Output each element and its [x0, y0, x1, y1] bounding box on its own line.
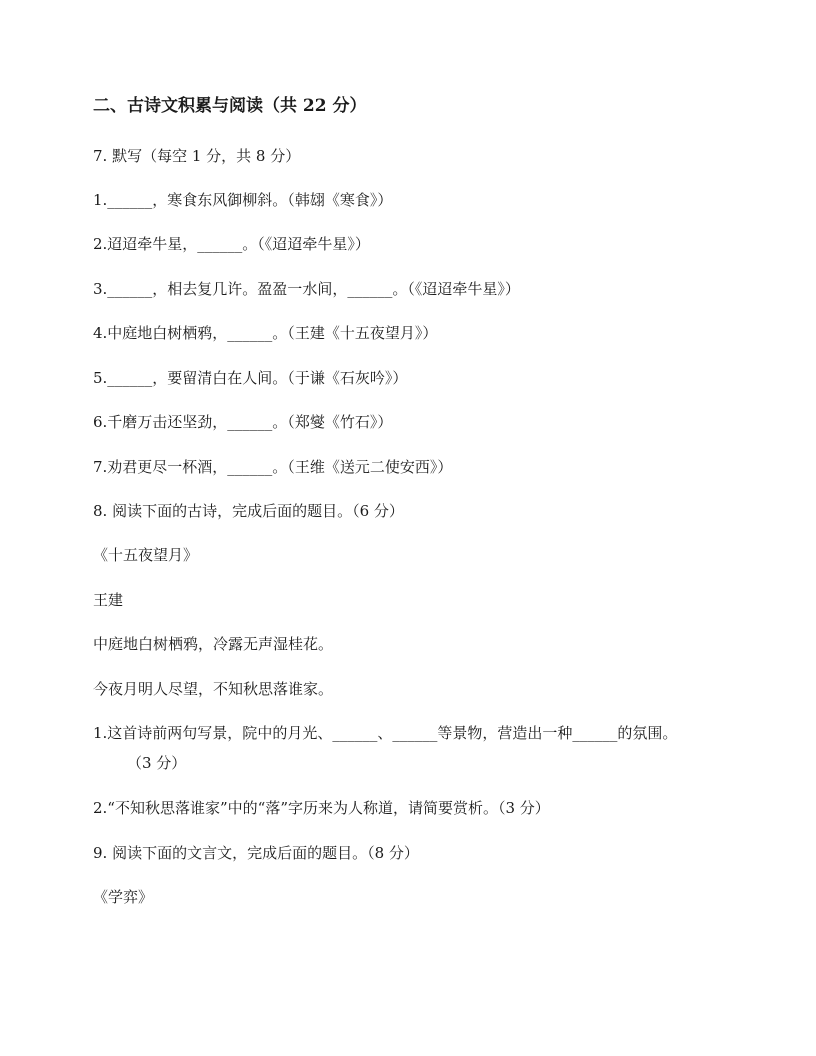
question-9-title: 9. 阅读下面的文言文，完成后面的题目。（8 分） — [93, 844, 419, 862]
dictation-item-4: 4.中庭地白树栖鸦，______。（王建《十五夜望月》） — [93, 324, 438, 342]
dictation-item-6: 6.千磨万击还坚劲，______。（郑燮《竹石》） — [93, 413, 393, 431]
question-7-title: 7. 默写（每空 1 分，共 8 分） — [93, 147, 301, 165]
question-8-sub-1-score: （3 分） — [127, 754, 187, 772]
dictation-item-5: 5.______，要留清白在人间。（于谦《石灰吟》） — [93, 369, 408, 387]
question-8-title: 8. 阅读下面的古诗，完成后面的题目。（6 分） — [93, 502, 404, 520]
dictation-item-7: 7.劝君更尽一杯酒，______。（王维《送元二使安西》） — [93, 458, 453, 476]
classical-text-title: 《学弈》 — [93, 888, 154, 906]
section-title: 二、古诗文积累与阅读（共 22 分） — [93, 96, 367, 116]
dictation-item-3: 3.______，相去复几许。盈盈一水间，______。（《迢迢牵牛星》） — [93, 280, 520, 298]
dictation-item-2: 2.迢迢牵牛星，______。（《迢迢牵牛星》） — [93, 235, 370, 253]
question-8-sub-2: 2.“不知秋思落谁家”中的“落”字历来为人称道，请简要赏析。（3 分） — [93, 799, 550, 817]
poem-title: 《十五夜望月》 — [93, 546, 199, 564]
question-8-sub-1: 1.这首诗前两句写景，院中的月光、______、______等景物，营造出一种______的氛围。 — [93, 724, 678, 742]
poem-line-2: 今夜月明人尽望，不知秋思落谁家。 — [93, 680, 334, 698]
poem-author: 王建 — [93, 591, 124, 609]
poem-line-1: 中庭地白树栖鸦，冷露无声湿桂花。 — [93, 635, 334, 653]
dictation-item-1: 1.______，寒食东风御柳斜。（韩翃《寒食》） — [93, 191, 393, 209]
